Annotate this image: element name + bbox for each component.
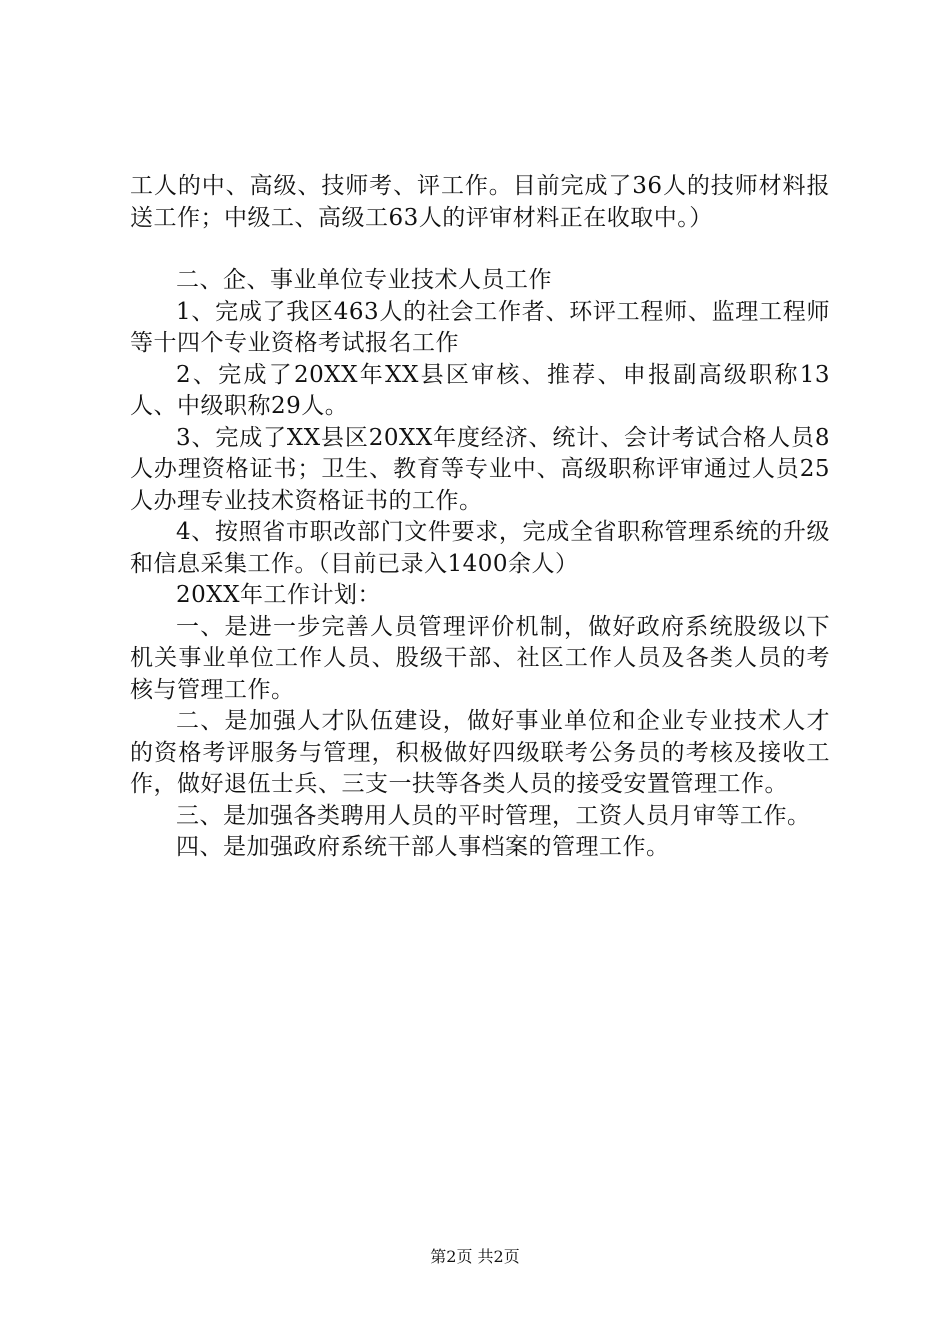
paragraph-item-4: 4、按照省市职改部门文件要求，完成全省职称管理系统的升级和信息采集工作。（目前已录入1400余人） <box>130 519 830 577</box>
paragraph-continuation: 工人的中、高级、技师考、评工作。目前完成了36人的技师材料报送工作；中级工、高级工63人的评审材料正在收取中。） <box>130 173 830 231</box>
paragraph-item-3: 3、完成了XX县区20XX年度经济、统计、会计考试合格人员8人办理资格证书；卫生、教育等专业中、高级职称评审通过人员25人办理专业技术资格证书的工作。 <box>130 424 830 514</box>
section-heading-two: 二、企、事业单位专业技术人员工作 <box>176 267 552 293</box>
plan-item-4: 四、是加强政府系统干部人事档案的管理工作。 <box>176 834 670 860</box>
plan-heading: 20XX年工作计划： <box>176 582 382 608</box>
document-body <box>130 171 830 864</box>
plan-item-3: 三、是加强各类聘用人员的平时管理，工资人员月审等工作。 <box>176 802 811 829</box>
paragraph-item-2: 2、完成了20XX年XX县区审核、推荐、申报副高级职称13人、中级职称29人。 <box>130 361 830 419</box>
paragraph-item-1: 1、完成了我区463人的社会工作者、环评工程师、监理工程师等十四个专业资格考试报名工作 <box>130 298 830 356</box>
plan-item-1: 一、是进一步完善人员管理评价机制，做好政府系统股级以下机关事业单位工作人员、股级干部、社区工作人员及各类人员的考核与管理工作。 <box>130 613 830 703</box>
plan-item-2: 二、是加强人才队伍建设，做好事业单位和企业专业技术人才的资格考评服务与管理，积极做好四级联考公务员的考核及接收工作，做好退伍士兵、三支一扶等各类人员的接受安置管理工作。 <box>130 708 830 797</box>
page-number-footer: 第2页 共2页 <box>430 1247 520 1266</box>
